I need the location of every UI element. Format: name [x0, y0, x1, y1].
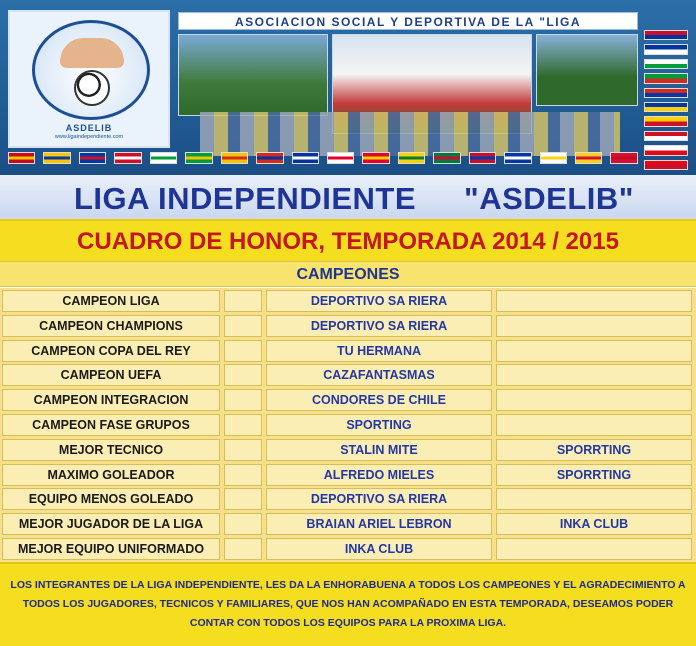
flag-icon — [644, 88, 688, 98]
winner-cell: SPORTING — [266, 414, 492, 436]
flag-icon — [644, 131, 688, 141]
honor-table — [0, 288, 696, 562]
winner-cell: INKA CLUB — [266, 538, 492, 560]
team-cell — [496, 389, 692, 411]
logo — [8, 10, 170, 148]
flags-row — [8, 152, 638, 164]
flag-icon — [644, 160, 688, 170]
flag-icon — [469, 152, 496, 164]
team-photo-1 — [178, 34, 328, 116]
champions-heading: CAMPEONES — [296, 266, 400, 283]
footer-message — [0, 562, 696, 646]
spacer-cell — [224, 290, 262, 312]
team-cell — [496, 414, 692, 436]
flag-icon — [43, 152, 70, 164]
table-row — [0, 512, 696, 536]
soccer-ball-icon — [74, 70, 110, 106]
category-cell: MAXIMO GOLEADOR — [2, 464, 220, 486]
flag-icon — [644, 73, 688, 83]
flag-icon — [433, 152, 460, 164]
header-banner — [0, 0, 696, 175]
spacer-cell — [224, 439, 262, 461]
flag-icon — [221, 152, 248, 164]
spacer-cell — [224, 364, 262, 386]
champions-band — [0, 261, 696, 287]
winner-cell: DEPORTIVO SA RIERA — [266, 315, 492, 337]
team-cell — [496, 290, 692, 312]
category-cell: CAMPEON LIGA — [2, 290, 220, 312]
footer-text: LOS INTEGRANTES DE LA LIGA INDEPENDIENTE, LES DA LA ENHORABUENA A TODOS LOS CAMPEONES Y EL AGRADECIMIENTO A TODOS LOS JUGADORES, TECNICOS Y FAMILIARES, QUE NOS HAN ACOMPAÑADO EN ESTA TEMPORADA, DESEAMOS PODER CONTAR CON TODOS LOS EQUIPOS PARA LA PROXIMA LIGA. — [10, 579, 686, 629]
category-cell: CAMPEON INTEGRACION — [2, 389, 220, 411]
trophies-image — [200, 112, 620, 156]
flag-icon — [644, 59, 688, 69]
flag-icon — [504, 152, 531, 164]
category-cell: CAMPEON COPA DEL REY — [2, 340, 220, 362]
team-cell: SPORRTING — [496, 439, 692, 461]
flag-icon — [185, 152, 212, 164]
table-row — [0, 537, 696, 561]
winner-cell: DEPORTIVO SA RIERA — [266, 488, 492, 510]
hands-icon — [60, 38, 124, 68]
league-acronym: "ASDELIB" — [464, 181, 634, 216]
spacer-cell — [224, 538, 262, 560]
flag-icon — [256, 152, 283, 164]
category-cell: CAMPEON UEFA — [2, 364, 220, 386]
table-row — [0, 463, 696, 487]
table-row — [0, 388, 696, 412]
winner-cell: CAZAFANTASMAS — [266, 364, 492, 386]
category-cell: MEJOR TECNICO — [2, 439, 220, 461]
logo-name: ASDELIB — [65, 123, 113, 133]
team-cell — [496, 488, 692, 510]
spacer-cell — [224, 488, 262, 510]
flag-icon — [362, 152, 389, 164]
table-row — [0, 339, 696, 363]
spacer-cell — [224, 513, 262, 535]
league-title-band — [0, 175, 696, 219]
banner-title: ASOCIACION SOCIAL Y DEPORTIVA DE LA "LIGA — [178, 12, 638, 30]
table-row — [0, 314, 696, 338]
flag-icon — [292, 152, 319, 164]
flag-icon — [8, 152, 35, 164]
winner-cell: STALIN MITE — [266, 439, 492, 461]
logo-website: www.ligaindependiente.com — [54, 134, 124, 140]
flag-icon — [540, 152, 567, 164]
team-cell — [496, 538, 692, 560]
table-row — [0, 289, 696, 313]
flag-icon — [150, 152, 177, 164]
winner-cell: TU HERMANA — [266, 340, 492, 362]
category-cell: MEJOR JUGADOR DE LA LIGA — [2, 513, 220, 535]
team-cell: INKA CLUB — [496, 513, 692, 535]
table-row — [0, 438, 696, 462]
category-cell: MEJOR EQUIPO UNIFORMADO — [2, 538, 220, 560]
flags-column — [644, 30, 688, 170]
winner-cell: CONDORES DE CHILE — [266, 389, 492, 411]
table-row — [0, 363, 696, 387]
spacer-cell — [224, 414, 262, 436]
table-row — [0, 413, 696, 437]
flag-icon — [610, 152, 637, 164]
honor-band — [0, 219, 696, 261]
flag-icon — [327, 152, 354, 164]
flag-icon — [644, 30, 688, 40]
honor-title: CUADRO DE HONOR, TEMPORADA 2014 / 2015 — [77, 228, 619, 255]
winner-cell: ALFREDO MIELES — [266, 464, 492, 486]
spacer-cell — [224, 464, 262, 486]
spacer-cell — [224, 315, 262, 337]
winner-cell: BRAIAN ARIEL LEBRON — [266, 513, 492, 535]
spacer-cell — [224, 340, 262, 362]
league-name: LIGA INDEPENDIENTE — [74, 181, 416, 216]
team-photo-3 — [536, 34, 638, 106]
category-cell: CAMPEON CHAMPIONS — [2, 315, 220, 337]
table-row — [0, 487, 696, 511]
flag-icon — [79, 152, 106, 164]
flag-icon — [114, 152, 141, 164]
flag-icon — [398, 152, 425, 164]
flag-icon — [644, 116, 688, 126]
team-cell — [496, 364, 692, 386]
category-cell: CAMPEON FASE GRUPOS — [2, 414, 220, 436]
flag-icon — [575, 152, 602, 164]
winner-cell: DEPORTIVO SA RIERA — [266, 290, 492, 312]
flag-icon — [644, 102, 688, 112]
category-cell: EQUIPO MENOS GOLEADO — [2, 488, 220, 510]
team-cell: SPORRTING — [496, 464, 692, 486]
spacer-cell — [224, 389, 262, 411]
team-cell — [496, 315, 692, 337]
team-cell — [496, 340, 692, 362]
flag-icon — [644, 44, 688, 54]
flag-icon — [644, 145, 688, 155]
